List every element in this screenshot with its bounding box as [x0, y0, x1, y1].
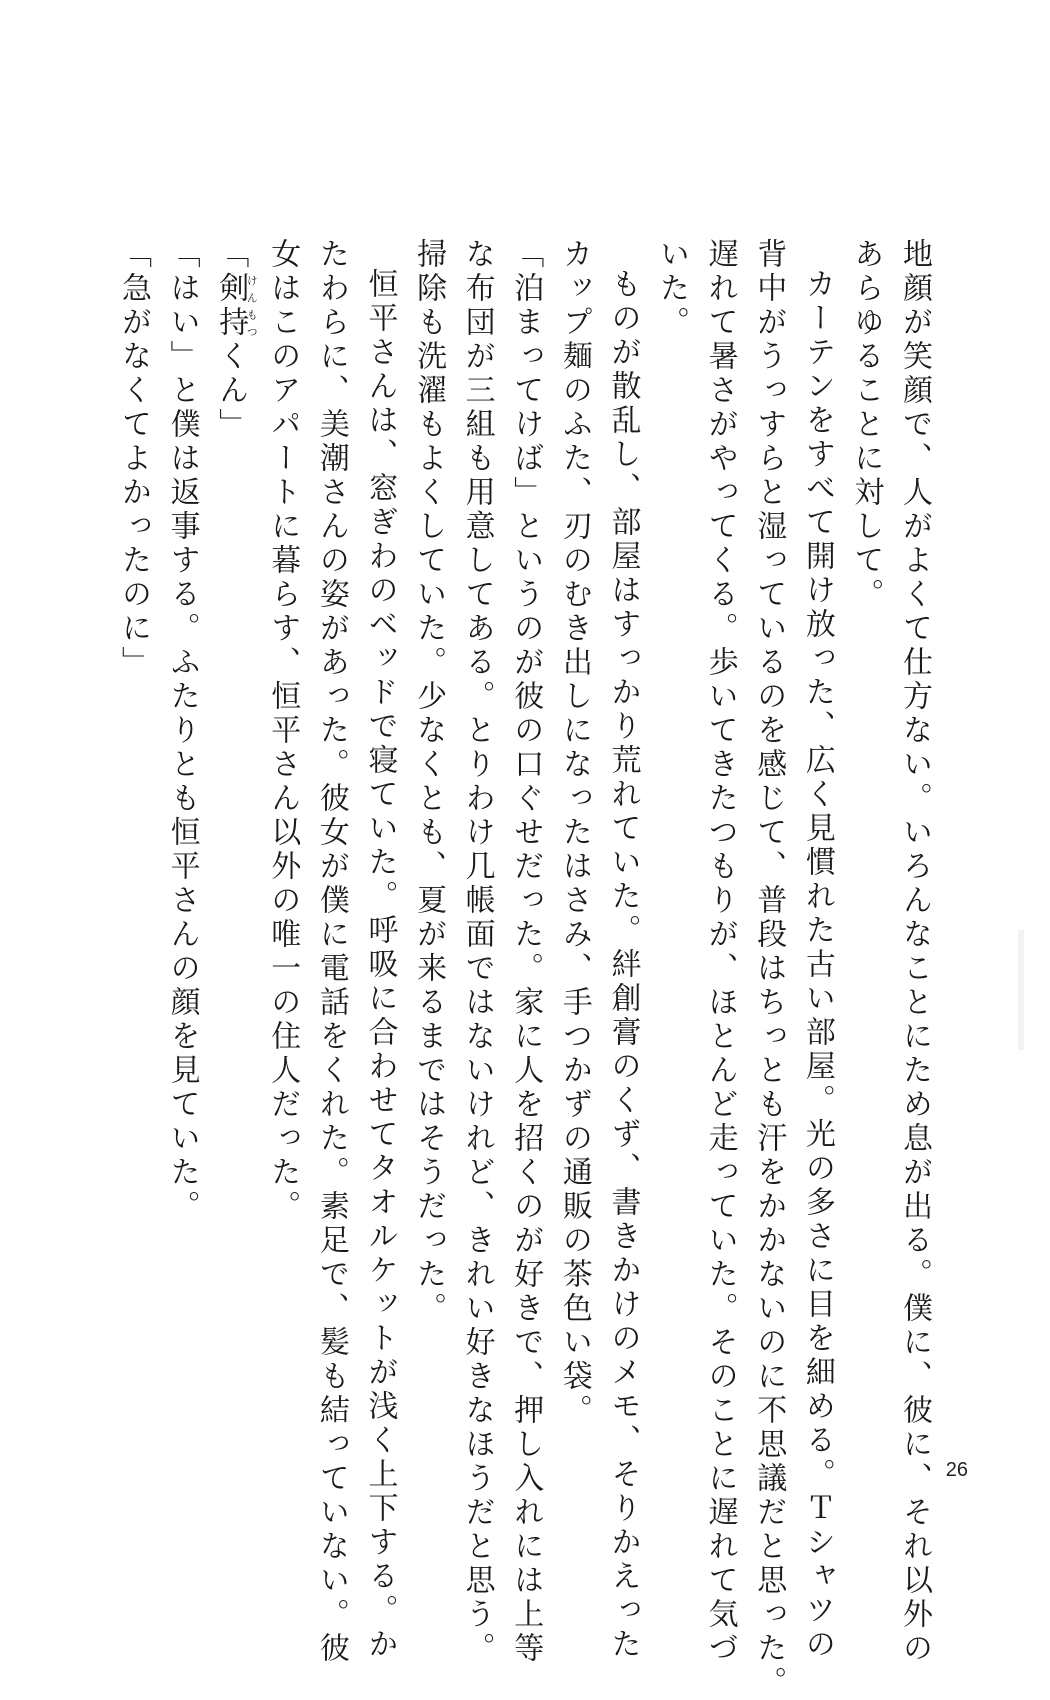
open-quote: 「	[213, 238, 249, 272]
text-line: カーテンをすべて開け放った、広く見慣れた古い部屋。光の多さに目を細める。Ｔシャツの	[799, 268, 835, 1662]
text-line: 掃除も洗濯もよくしていた。少なくとも、夏が来るまではそうだった。	[411, 238, 447, 1326]
text-line: ものが散乱し、部屋はすっかり荒れていた。絆創膏のくず、書きかけのメモ、そりかえった	[605, 268, 641, 1662]
text-line: 「泊まってけば」というのが彼の口ぐせだった。家に人を招くのが好きで、押し入れには上等	[508, 238, 544, 1666]
text-line: カップ麺のふた、刃のむき出しになったはさみ、手つかずの通販の茶色い袋。	[556, 238, 592, 1428]
text-line: 地顔が笑顔で、人がよくて仕方ない。いろんなことにため息が出る。僕に、彼に、それ以外の	[897, 238, 932, 1666]
text-line: あらゆることに対して。	[848, 238, 884, 612]
text-line: 「はい」と僕は返事する。ふたりとも恒平さんの顔を見ていた。	[164, 238, 200, 1224]
text-line: 遅れて暑さがやってくる。歩いてきたつもりが、ほとんど走っていた。そのことに遅れて気づ	[702, 238, 738, 1666]
page-number: 26	[945, 1459, 968, 1481]
furigana: けんもつ	[245, 272, 259, 340]
text-line: たわらに、美潮さんの姿があった。彼女が僕に電話をくれた。素足で、髪も結っていない。彼	[313, 238, 349, 1666]
ruby-name: 剣持けんもつ	[213, 272, 259, 340]
vertical-text-body	[108, 238, 938, 1700]
dialogue-rest: くん」	[213, 340, 249, 442]
text-line: 女はこのアパートに暮らす、恒平さん以外の唯一の住人だった。	[265, 238, 301, 1224]
text-line: 「急がなくてよかったのに」	[116, 238, 151, 680]
text-line-with-ruby	[206, 238, 258, 1378]
page-edge-shadow	[1018, 930, 1024, 1050]
text-line: 背中がうっすらと湿っているのを感じて、普段はちっとも汗をかかないのに不思議だと思った。	[751, 238, 787, 1700]
text-line: いた。	[654, 238, 690, 340]
text-line: な布団が三組も用意してある。とりわけ几帳面ではないけれど、きれい好きなほうだと思う。	[459, 238, 495, 1666]
text-line: 恒平さんは、窓ぎわのベッドで寝ていた。呼吸に合わせてタオルケットが浅く上下する。か	[362, 268, 398, 1662]
